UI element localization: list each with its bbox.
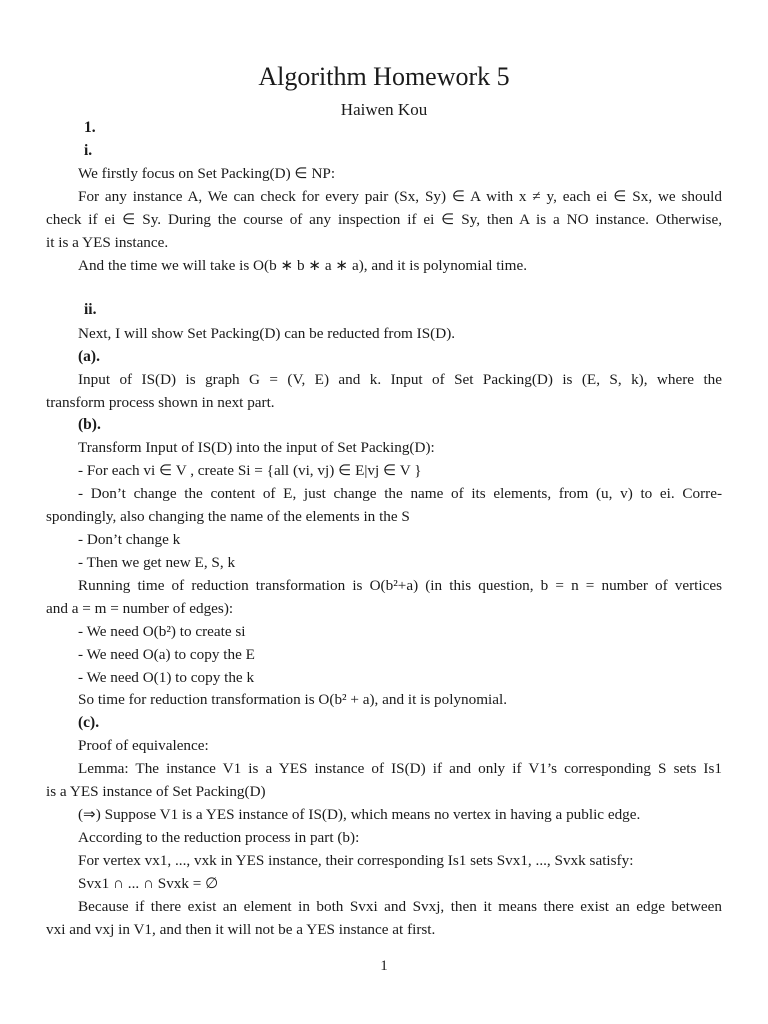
text-line: Transform Input of IS(D) into the input of Set Packing(D): [78, 439, 435, 456]
document-author: Haiwen Kou [340, 100, 428, 119]
text-line: and a = m = number of edges): [46, 600, 234, 617]
text-line: - We need O(1) to copy the k [78, 669, 255, 686]
text-line: (⇒) Suppose V1 is a YES instance of IS(D), which means no vertex in having a public edge. [78, 806, 641, 823]
part-heading: (a). [78, 348, 100, 365]
text-line: Lemma: The instance V1 is a YES instance of IS(D) if and only if V1’s corresponding S sets Is1 [78, 760, 722, 777]
text-line: Next, I will show Set Packing(D) can be reducted from IS(D). [78, 325, 456, 342]
subsection-heading: i. [84, 142, 93, 159]
text-line: Running time of reduction transformation is O(b²+a) (in this question, b = n = number of vertices [78, 577, 722, 594]
document-title: Algorithm Homework 5 [258, 62, 510, 91]
text-line: For vertex vx1, ..., vxk in YES instance, their corresponding Is1 sets Svx1, ..., Svxk satisfy: [78, 852, 634, 869]
text-line: it is a YES instance. [46, 234, 169, 251]
part-heading: (b). [78, 416, 101, 433]
text-line: check if ei ∈ Sy. During the course of any inspection if ei ∈ Sy, then A is a NO instance. Otherwise, [46, 211, 722, 228]
text-line: Proof of equivalence: [78, 737, 209, 754]
text-line: Input of IS(D) is graph G = (V, E) and k. Input of Set Packing(D) is (E, S, k), where the [78, 371, 722, 388]
text-line: We firstly focus on Set Packing(D) ∈ NP: [78, 165, 336, 182]
subsection-heading: ii. [84, 301, 97, 318]
text-line: - Don’t change k [78, 531, 181, 548]
text-line: And the time we will take is O(b ∗ b ∗ a ∗ a), and it is polynomial time. [78, 257, 528, 274]
text-line: - We need O(b²) to create si [78, 623, 246, 640]
text-line: - For each vi ∈ V , create Si = {all (vi, vj) ∈ E|vj ∈ V } [78, 462, 422, 479]
part-heading: (c). [78, 714, 100, 731]
text-line: For any instance A, We can check for every pair (Sx, Sy) ∈ A with x ≠ y, each ei ∈ Sx, we should [78, 188, 722, 205]
page-number: 1 [380, 958, 388, 974]
text-line: - Then we get new E, S, k [78, 554, 236, 571]
text-line: vxi and vxj in V1, and then it will not be a YES instance at first. [46, 921, 436, 938]
section-heading: 1. [84, 119, 96, 136]
text-line: - We need O(a) to copy the E [78, 646, 255, 663]
text-line: Because if there exist an element in both Svxi and Svxj, then it means there exist an edge between [78, 898, 722, 915]
text-line: - Don’t change the content of E, just change the name of its elements, from (u, v) to ei. Corre- [78, 485, 722, 502]
text-line: is a YES instance of Set Packing(D) [46, 783, 266, 800]
text-line: Svx1 ∩ ... ∩ Svxk = ∅ [78, 875, 219, 892]
text-line: So time for reduction transformation is O(b² + a), and it is polynomial. [78, 691, 508, 708]
text-line: spondingly, also changing the name of the elements in the S [46, 508, 410, 525]
text-line: According to the reduction process in part (b): [78, 829, 360, 846]
text-line: transform process shown in next part. [46, 394, 275, 411]
